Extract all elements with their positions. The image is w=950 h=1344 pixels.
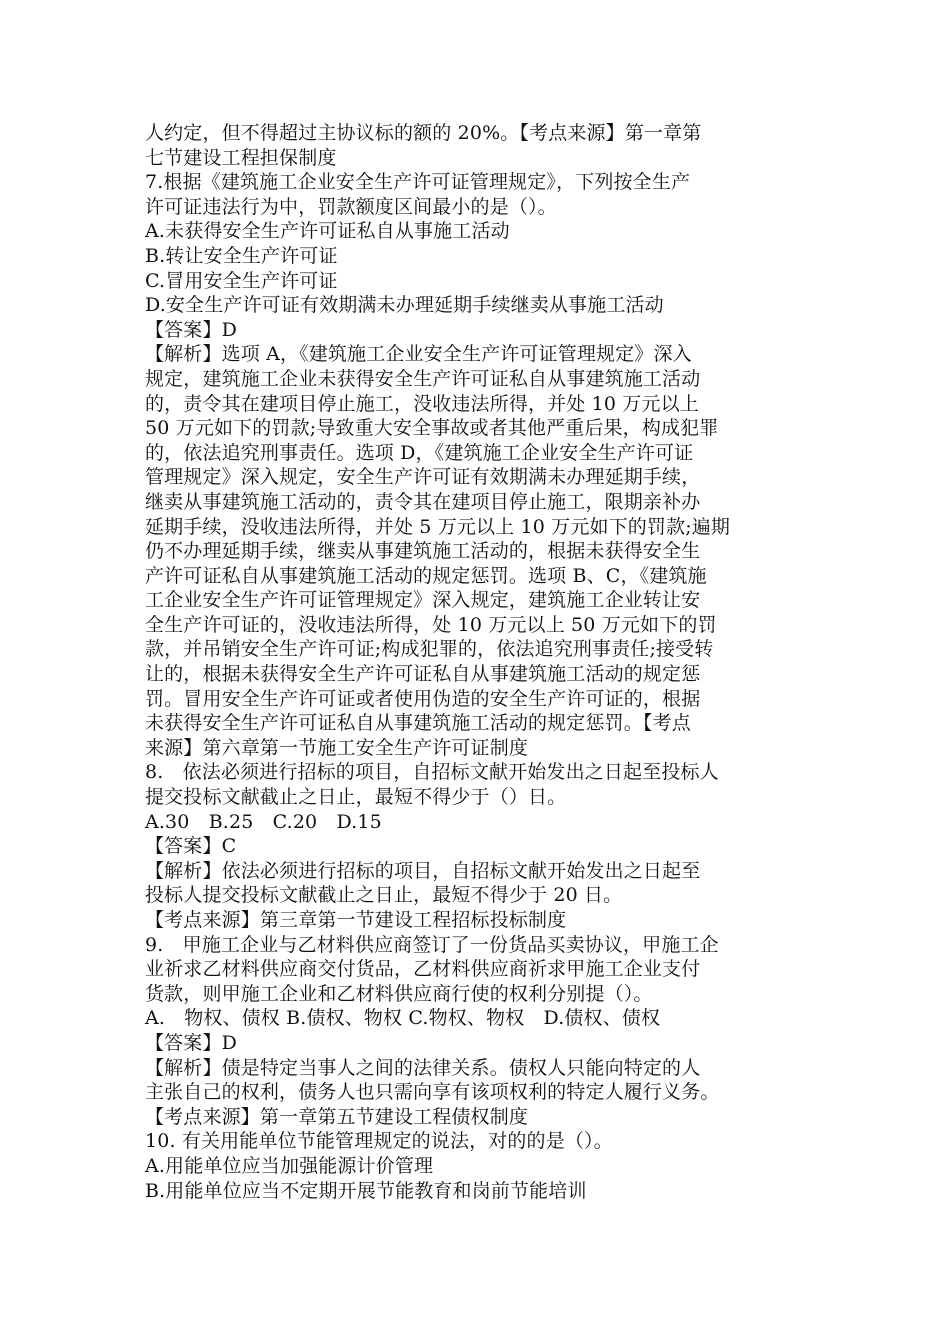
text-line: 9. 甲施工企业与乙材料供应商签订了一份货品买卖协议，甲施工企 — [145, 933, 719, 956]
text-line: 让的，根据未获得安全生产许可证私自从事建筑施工活动的规定惩 — [145, 663, 701, 686]
document-page — [145, 121, 810, 1203]
text-line: 来源】第六章第一节施工安全生产许可证制度 — [145, 736, 529, 759]
text-line: 50 万元如下的罚款;导致重大安全事故或者其他严重后果，构成犯罪 — [145, 417, 719, 440]
text-line: 仍不办理延期手续，继卖从事建筑施工活动的，根据未获得安全生 — [145, 540, 701, 563]
text-line: 许可证违法行为中，罚款额度区间最小的是（）。 — [145, 195, 557, 218]
text-line: 【解析】选项 A，《建筑施工企业安全生产许可证管理规定》深入 — [145, 343, 692, 366]
text-line: 管理规定》深入规定，安全生产许可证有效期满未办理延期手续， — [145, 466, 701, 489]
text-line: 主张自己的权利，债务人也只需向享有该项权利的特定人履行义务。 — [145, 1081, 720, 1104]
text-line: 人约定，但不得超过主协议标的额的 20%。【考点来源】第一章第 — [145, 122, 702, 144]
text-line: 【答案】D — [145, 1031, 237, 1054]
text-line: 【解析】债是特定当事人之间的法律关系。债权人只能向特定的人 — [145, 1056, 701, 1079]
text-line: 继卖从事建筑施工活动的，责令其在建项目停止施工，限期亲补办 — [145, 490, 701, 513]
text-line: 8. 依法必须进行招标的项目，自招标文献开始发出之日起至投标人 — [145, 761, 719, 784]
text-line: 【考点来源】第一章第五节建设工程债权制度 — [145, 1105, 529, 1128]
text-line: A.30 B.25 C.20 D.15 — [145, 810, 382, 833]
text-line: 产许可证私自从事建筑施工活动的规定惩罚。选项 B、C，《建筑施 — [145, 564, 707, 587]
text-line: 【解析】依法必须进行招标的项目，自招标文献开始发出之日起至 — [145, 859, 701, 882]
text-line: 七节建设工程担保制度 — [145, 146, 337, 169]
text-line: 业祈求乙材料供应商交付货品，乙材料供应商祈求甲施工企业支付 — [145, 958, 701, 981]
text-line: B.用能单位应当不定期开展节能教育和岗前节能培训 — [145, 1179, 587, 1202]
text-line: 未获得安全生产许可证私自从事建筑施工活动的规定惩罚。【考点 — [145, 712, 691, 735]
text-line: 的，依法追究刑事责任。选项 D，《建筑施工企业安全生产许可证 — [145, 441, 694, 464]
text-line: A.未获得安全生产许可证私自从事施工活动 — [145, 220, 510, 243]
text-line: 【答案】D — [145, 318, 237, 341]
text-line: 投标人提交投标文献截止之日止，最短不得少于 20 日。 — [145, 884, 623, 907]
text-line: A. 物权、债权 B.债权、物权 C.物权、物权 D.债权、债权 — [145, 1007, 661, 1030]
text-line: 的，责令其在建项目停止施工，没收违法所得，并处 10 万元以上 — [145, 392, 699, 415]
text-line: D.安全生产许可证有效期满未办理延期手续继卖从事施工活动 — [145, 294, 664, 317]
text-line: 延期手续，没收违法所得，并处 5 万元以上 10 万元如下的罚款;遍期 — [145, 515, 731, 538]
text-line: 规定，建筑施工企业未获得安全生产许可证私自从事建筑施工活动 — [145, 367, 701, 390]
text-line: 工企业安全生产许可证管理规定》深入规定，建筑施工企业转让安 — [145, 589, 701, 612]
text-line: 全生产许可证的，没收违法所得，处 10 万元以上 50 万元如下的罚 — [145, 613, 717, 636]
text-line: 款，并吊销安全生产许可证;构成犯罪的，依法追究刑事责任;接受转 — [145, 638, 714, 661]
text-line: A.用能单位应当加强能源计价管理 — [145, 1154, 434, 1177]
text-line: 【考点来源】第三章第一节建设工程招标投标制度 — [145, 909, 567, 931]
text-line: 7.根据《建筑施工企业安全生产许可证管理规定》，下列按全生产 — [145, 171, 691, 194]
text-line: C.冒用安全生产许可证 — [145, 269, 338, 292]
text-line: B.转让安全生产许可证 — [145, 244, 338, 267]
text-line: 【答案】C — [145, 835, 237, 858]
text-line: 货款，则甲施工企业和乙材料供应商行使的权利分别提（）。 — [145, 982, 653, 1005]
text-line: 提交投标文献截止之日止，最短不得少于（）日。 — [145, 786, 567, 809]
text-line: 罚。冒用安全生产许可证或者使用伪造的安全生产许可证的，根据 — [145, 687, 701, 710]
text-line: 10. 有关用能单位节能管理规定的说法，对的的是（）。 — [145, 1130, 613, 1153]
